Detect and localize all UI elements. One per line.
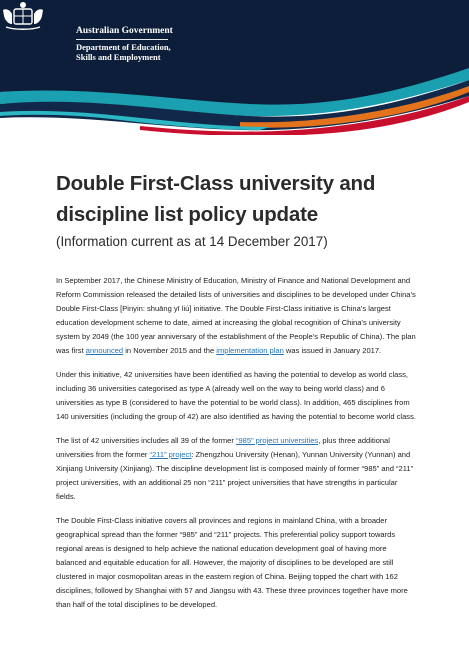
paragraph-2: Under this initiative, 42 universities have been identified as having the potential to develop as world class, including 36 universities categorised as type A (already well on the way to being world class) and 6 universities as type B (considered to have the potential to be world class). In addition, 465 disciplines from 140 universities (including the group of 42) are also identified as having the potential to become world class. bbox=[56, 369, 416, 421]
banner-waves bbox=[0, 0, 469, 135]
paragraph-4: The Double First-Class initiative covers all provinces and regions in mainland China, with a broader geographical spread than the former “985” and “211” projects. This preferential policy support towards regional areas is designed to help achieve the national education development goal of having more balanced and equitable education for all. However, the majority of disciplines to be developed are still clustered in major cosmopolitan areas in the eastern region of China. Beijing topped the chart with 162 disciplines, followed by Shanghai with 57 and Jiangsu with 43. These three provinces together have more than half of the total disciplines to be developed. bbox=[56, 516, 408, 609]
project-211-link[interactable]: “211” project bbox=[149, 449, 192, 459]
document-title bbox=[56, 168, 446, 230]
title-line-1: Double First-Class university and bbox=[56, 172, 376, 195]
wordmark-divider bbox=[76, 39, 168, 40]
paragraph-3-text-a: The list of 42 universities includes all 39 of the former bbox=[56, 436, 236, 446]
org-line-1: Australian Government bbox=[76, 26, 173, 36]
government-wordmark bbox=[76, 26, 173, 62]
org-line-3: Skills and Employment bbox=[76, 52, 161, 62]
paragraph-1 bbox=[56, 274, 418, 357]
header-banner bbox=[0, 0, 469, 135]
paragraph-3-text-c: : Zhengzhou University (Henan), Yunnan University (Yunnan) and Xinjiang University (Xinjiang). The discipline development list is composed mainly of former “985” and “211” project universities, with an additional 25 non “211” project universities that have strengths in particular fields. bbox=[56, 449, 414, 501]
org-line-2: Department of Education, bbox=[76, 42, 171, 52]
paragraph-1-text-a: In September 2017, the Chinese Ministry of Education, Ministry of Finance and National Development and Reform Commission released the detailed lists of universities and disciplines to be developed under China’s Double First-Class [Pinyin: shuāng yī liú] initiative. The Double First-Class initiative is China’s largest education development scheme to date, aimed at increasing the global recognition of China’s university system by 2049 (the 100 year anniversary of the establishment of the People’s Republic of China). The plan was first bbox=[56, 276, 416, 355]
coat-of-arms-icon bbox=[0, 0, 46, 32]
title-line-2: discipline list policy update bbox=[56, 203, 318, 226]
paragraph-1-text-b: in November 2015 and the bbox=[123, 345, 217, 355]
document-subtitle: (Information current as at 14 December 2017) bbox=[56, 234, 328, 249]
implementation-plan-link[interactable]: implementation plan bbox=[216, 345, 284, 355]
project-985-link[interactable]: “985” project universities bbox=[235, 436, 319, 446]
paragraph-1-text-c: was issued in January 2017. bbox=[283, 345, 382, 355]
announced-link[interactable]: announced bbox=[85, 345, 124, 355]
paragraph-3 bbox=[56, 434, 418, 504]
document-body bbox=[56, 274, 418, 622]
paragraph-3-text-b: , plus three additional universities from the former bbox=[56, 436, 390, 459]
